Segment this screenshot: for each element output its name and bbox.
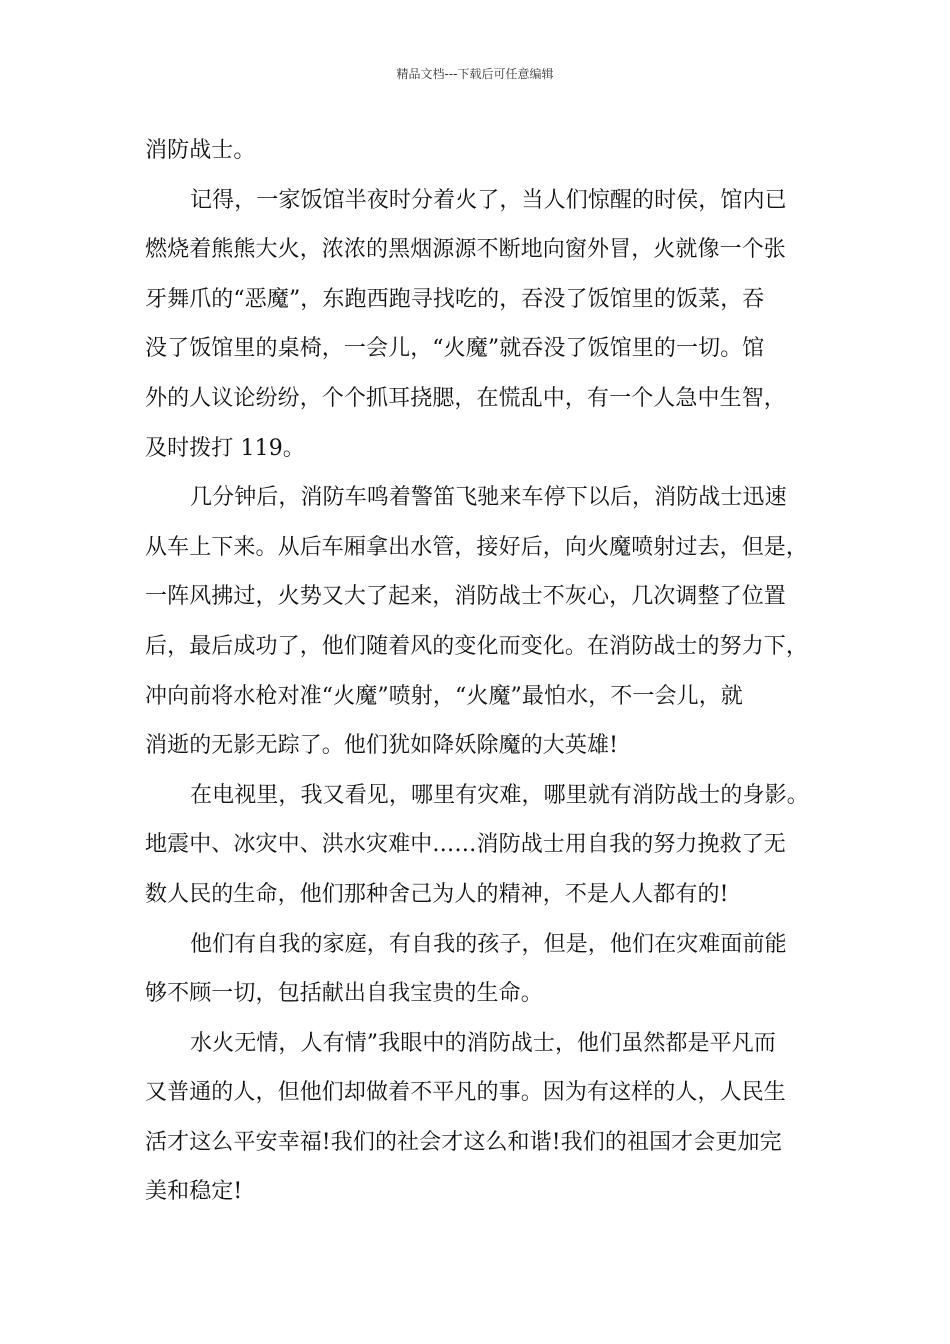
text-line: 美和稳定! xyxy=(145,1179,243,1205)
text-line: 消防战士。 xyxy=(145,138,256,163)
text-line: 燃烧着熊熊大火，浓浓的黑烟源源不断地向窗外冒，火就像一个张 xyxy=(145,237,786,263)
page-header: 精品文档---下载后可任意编辑 xyxy=(396,67,554,81)
text-line: 后，最后成功了，他们随着风的变化而变化。在消防战士的努力下， xyxy=(145,633,809,659)
text-line: 外的人议论纷纷，个个抓耳挠腮，在慌乱中，有一个人急中生智， xyxy=(145,385,786,411)
text-line: 数人民的生命，他们那种舍己为人的精神，不是人人都有的! xyxy=(145,881,729,907)
text-line: 从车上下来。从后车厢拿出水管，接好后，向火魔喷射过去，但是， xyxy=(145,534,809,560)
text-line: 消逝的无影无踪了。他们犹如降妖除魔的大英雄! xyxy=(145,733,619,759)
text-line: 牙舞爪的“恶魔”，东跑西跑寻找吃的，吞没了饭馆里的饭菜，吞 xyxy=(145,286,765,312)
text-line: 冲向前将水枪对准“火魔”喷射，“火魔”最怕水，不一会儿，就 xyxy=(145,683,743,709)
text-line: 没了饭馆里的桌椅，一会儿，“火魔”就吞没了饭馆里的一切。馆 xyxy=(145,336,765,362)
paragraph-start-line: 几分钟后，消防车鸣着警笛飞驰来车停下以后，消防战士迅速 xyxy=(190,485,787,511)
text-line: 活才这么平安幸福!我们的社会才这么和谐!我们的祖国才会更加完 xyxy=(145,1129,782,1155)
paragraph-start-line: 水火无情，人有情”我眼中的消防战士，他们虽然都是平凡而 xyxy=(190,1030,776,1056)
document-body xyxy=(145,126,835,1217)
text-line: 够不顾一切，包括献出自我宝贵的生命。 xyxy=(145,981,543,1007)
paragraph-start-line: 记得，一家饭馆半夜时分着火了，当人们惊醒的时侯，馆内已 xyxy=(190,187,787,213)
text-line: 一阵风拂过，火势又大了起来，消防战士不灰心，几次调整了位置 xyxy=(145,584,786,610)
paragraph-start-line: 他们有自我的家庭，有自我的孩子，但是，他们在灾难面前能 xyxy=(190,931,787,957)
text-line: 又普通的人，但他们却做着不平凡的事。因为有这样的人，人民生 xyxy=(145,1080,786,1106)
text-line: 及时拨打 119。 xyxy=(145,435,305,461)
paragraph-start-line: 在电视里，我又看见，哪里有灾难，哪里就有消防战士的身影。 xyxy=(190,782,809,808)
text-line: 地震中、冰灾中、洪水灾难中……消防战士用自我的努力挽救了无 xyxy=(145,832,786,858)
